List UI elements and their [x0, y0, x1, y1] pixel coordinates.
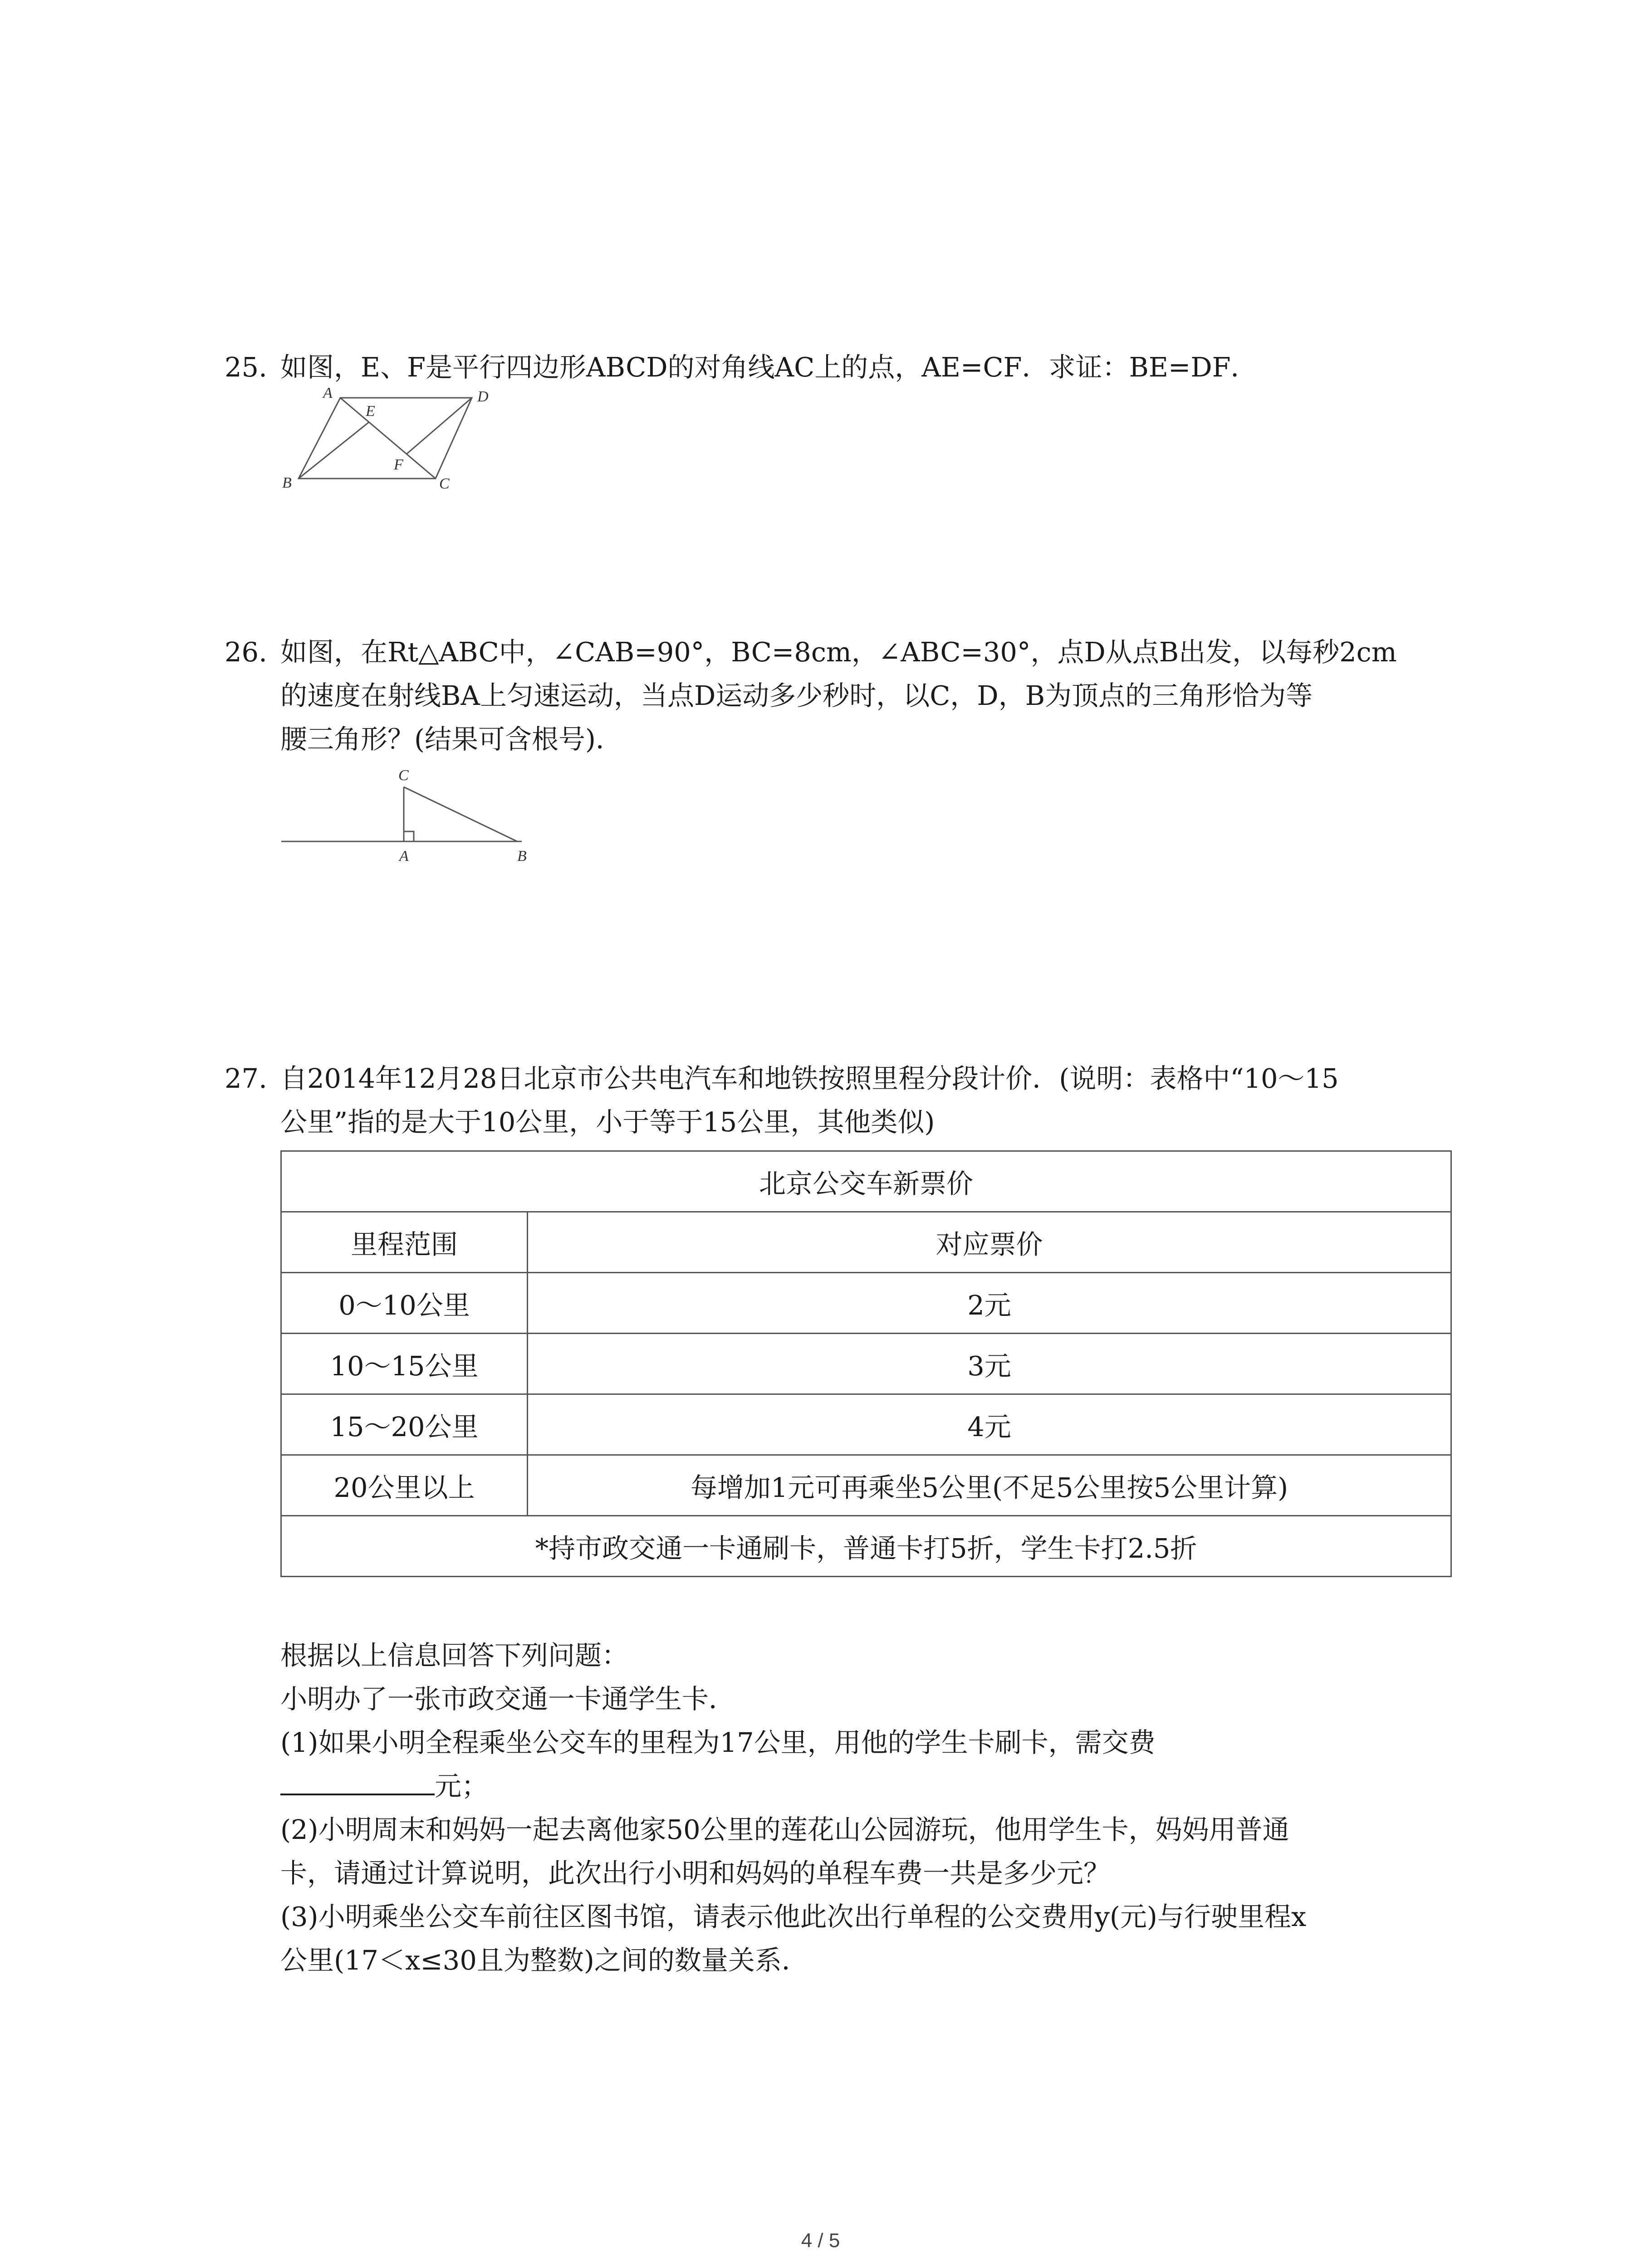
blank-suffix: 元； — [435, 1770, 489, 1802]
table-row — [281, 1394, 1451, 1455]
q27-part2-line-2: 卡，请通过计算说明，此次出行小明和妈妈的单程车费一共是多少元？ — [280, 1857, 1111, 1889]
table-header-row — [281, 1212, 1451, 1273]
table-footnote-row — [281, 1516, 1451, 1577]
fare-table — [280, 1150, 1452, 1577]
range-cell: 15～20公里 — [281, 1394, 528, 1455]
q26-line-2: 的速度在射线BA上匀速运动，当点D运动多少秒时，以C，D，B为顶点的三角形恰为等 — [280, 680, 1313, 711]
q27-intro-line-2: 公里”指的是大于10公里，小于等于15公里，其他类似) — [280, 1106, 935, 1138]
table-row — [281, 1273, 1451, 1334]
diagonal-ac — [340, 398, 436, 479]
q25-parallelogram-figure — [272, 388, 508, 492]
table-title: 北京公交车新票价 — [281, 1151, 1451, 1212]
range-cell: 10～15公里 — [281, 1334, 528, 1394]
q27-number: 27. — [225, 1063, 267, 1094]
label-a: A — [399, 848, 409, 865]
q27-part3-line-2: 公里(17＜x≤30且为整数)之间的数量关系． — [280, 1945, 808, 1976]
table-footnote: *持市政交通一卡通刷卡，普通卡打5折，学生卡打2.5折 — [281, 1516, 1451, 1577]
q26-line-1: 如图，在Rt△ABC中，∠CAB=90°，BC=8cm，∠ABC=30°，点D从点B出发，以每秒2cm — [280, 636, 1397, 668]
table-title-row — [281, 1151, 1451, 1212]
label-d: D — [477, 388, 489, 405]
label-b: B — [282, 474, 292, 491]
segment-be — [299, 422, 369, 479]
price-cell: 每增加1元可再乘坐5公里(不足5公里按5公里计算) — [528, 1455, 1451, 1516]
q25-number: 25. — [225, 352, 267, 383]
right-angle-mark — [404, 831, 414, 841]
q27-part2-line-1: (2)小明周末和妈妈一起去离他家50公里的莲花山公园游玩，他用学生卡，妈妈用普通 — [280, 1814, 1289, 1845]
label-c: C — [439, 475, 450, 492]
q27-part1-line: (1)如果小明全程乘坐公交车的里程为17公里，用他的学生卡刷卡，需交费 — [280, 1727, 1156, 1758]
parallelogram-abcd — [299, 398, 472, 479]
table-row — [281, 1334, 1451, 1394]
q26-number: 26. — [225, 636, 267, 668]
q27-part3-line-1: (3)小明乘坐公交车前往区图书馆，请表示他此次出行单程的公交费用y(元)与行驶里程x — [280, 1901, 1307, 1932]
label-f: F — [394, 456, 403, 473]
answer-blank[interactable] — [280, 1768, 435, 1795]
q25-text: 如图，E、F是平行四边形ABCD的对角线AC上的点，AE=CF．求证：BE=DF． — [280, 352, 1258, 383]
range-cell: 0～10公里 — [281, 1273, 528, 1334]
header-price: 对应票价 — [528, 1212, 1451, 1273]
q26-line-3: 腰三角形？(结果可含根号)． — [280, 723, 623, 755]
q26-triangle-figure — [277, 762, 558, 871]
header-range: 里程范围 — [281, 1212, 528, 1273]
label-c: C — [398, 767, 409, 784]
q27-intro-line-1: 自2014年12月28日北京市公共电汽车和地铁按照里程分段计价．(说明：表格中“10～15 — [280, 1063, 1339, 1094]
page-number: 4 / 5 — [801, 2229, 840, 2252]
label-b: B — [517, 848, 527, 865]
segment-cb — [404, 787, 517, 841]
q27-body-line-1: 根据以上信息回答下列问题： — [280, 1640, 629, 1671]
price-cell: 2元 — [528, 1273, 1451, 1334]
segment-df — [407, 398, 472, 454]
label-e: E — [366, 403, 375, 420]
q27-part1-answer-line — [280, 1768, 488, 1804]
table-row — [281, 1455, 1451, 1516]
q27-body-line-2: 小明办了一张市政交通一卡通学生卡． — [280, 1683, 736, 1715]
range-cell: 20公里以上 — [281, 1455, 528, 1516]
label-a: A — [323, 388, 333, 401]
price-cell: 3元 — [528, 1334, 1451, 1394]
price-cell: 4元 — [528, 1394, 1451, 1455]
